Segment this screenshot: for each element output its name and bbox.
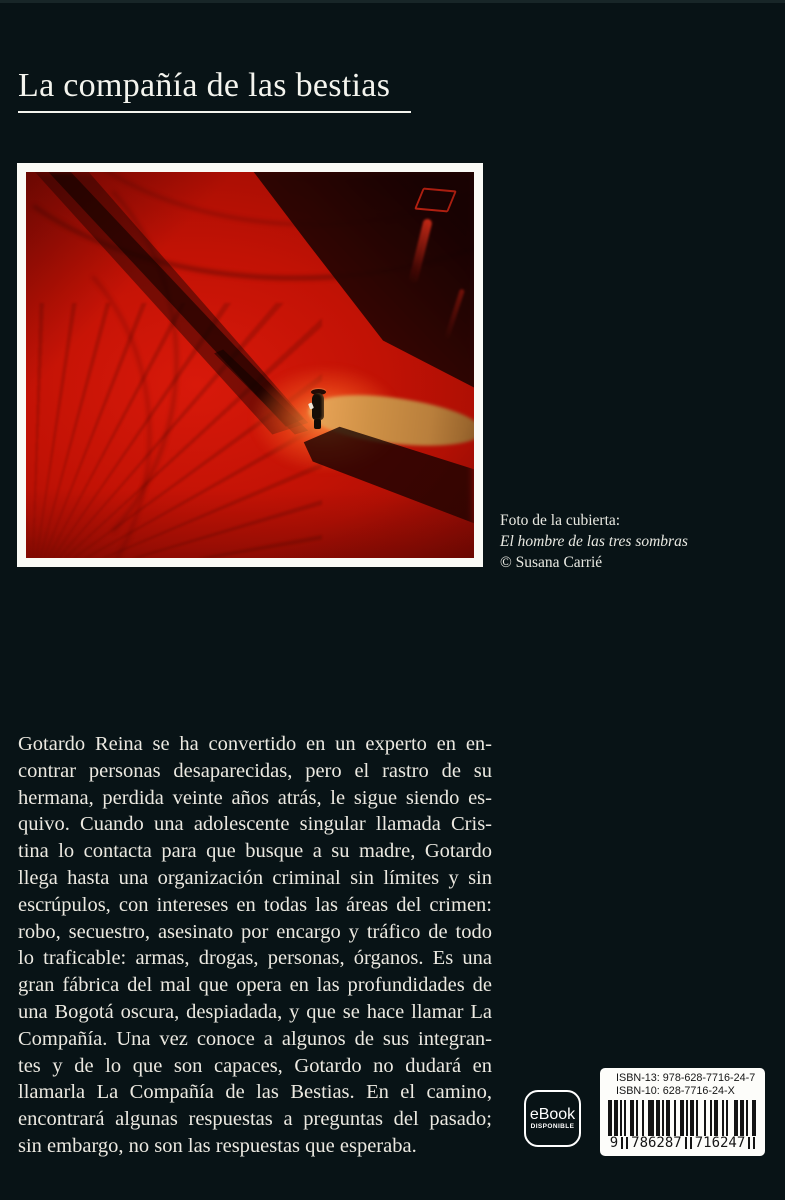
synopsis-line: tina lo contacta para que busque a su madre, Gotardo	[18, 840, 492, 863]
cover-photo	[26, 172, 474, 558]
synopsis-line: lo traficable: armas, drogas, personas, órganos. Es una	[18, 947, 492, 970]
synopsis-line: llamarla La Compañía de las Bestias. En el camino,	[18, 1081, 492, 1104]
synopsis-line: escrúpulos, con intereses en todas las áreas del crimen:	[18, 893, 492, 916]
barcode-number	[600, 1136, 765, 1151]
isbn10-text: ISBN-10: 628-7716-24-X	[616, 1085, 735, 1097]
barcode-guard-left	[621, 1137, 628, 1149]
synopsis-line: llega hasta una organización criminal sin límites y sin	[18, 866, 492, 889]
synopsis-line: Gotardo Reina se ha convertido en un experto en en-	[18, 733, 492, 755]
synopsis-text	[18, 731, 492, 1160]
ebook-badge	[524, 1090, 581, 1147]
synopsis-line: una Bogotá oscura, despiadada, y que se hace llamar La	[18, 1000, 492, 1023]
photo-credit	[500, 510, 688, 573]
synopsis-line: contrar personas desaparecidas, pero el rastro de su	[18, 759, 492, 782]
photo-credit-title: El hombre de las tres sombras	[500, 533, 688, 550]
barcode-digit-lead: 9	[609, 1135, 619, 1151]
synopsis-line: Compañía. Una vez conoce a algunos de sus integran-	[18, 1027, 492, 1050]
ebook-badge-sublabel: DISPONIBLE	[530, 1123, 575, 1130]
photo-credit-label: Foto de la cubierta:	[500, 512, 621, 529]
synopsis-line: robo, secuestro, asesinato por encargo y tráfico de todo	[18, 920, 492, 943]
synopsis-line: hermana, perdida veinte años atrás, le sigue siendo es-	[18, 786, 492, 809]
page-top-edge-highlight	[0, 0, 785, 3]
synopsis-line: encontrará algunas respuestas a preguntas del pasado;	[18, 1108, 492, 1131]
cover-photo-frame	[17, 163, 483, 567]
synopsis-line: gran fábrica del mal que opera en las profundidades de	[18, 974, 492, 997]
barcode-digits-left-group: 786287	[631, 1135, 682, 1151]
photo-vignette	[26, 172, 474, 558]
barcode-digits-right-group: 716247	[694, 1135, 746, 1151]
synopsis-line: tes y de lo que son capaces, Gotardo no dudará en	[18, 1054, 492, 1077]
barcode-guard-right	[748, 1137, 755, 1149]
synopsis-line: sin embargo, no son las respuestas que esperaba.	[18, 1134, 417, 1157]
synopsis-line: quivo. Cuando una adolescente singular llamada Cris-	[18, 813, 492, 836]
title-underline	[18, 111, 411, 113]
photo-credit-author: © Susana Carrié	[500, 554, 603, 571]
ebook-badge-label: eBook	[529, 1106, 576, 1123]
barcode-guard-middle	[685, 1137, 692, 1149]
isbn13-text: ISBN-13: 978-628-7716-24-7	[616, 1072, 756, 1084]
barcode-bars	[608, 1100, 758, 1136]
book-title: La compañía de las bestias	[18, 67, 391, 104]
barcode-panel	[600, 1068, 765, 1156]
